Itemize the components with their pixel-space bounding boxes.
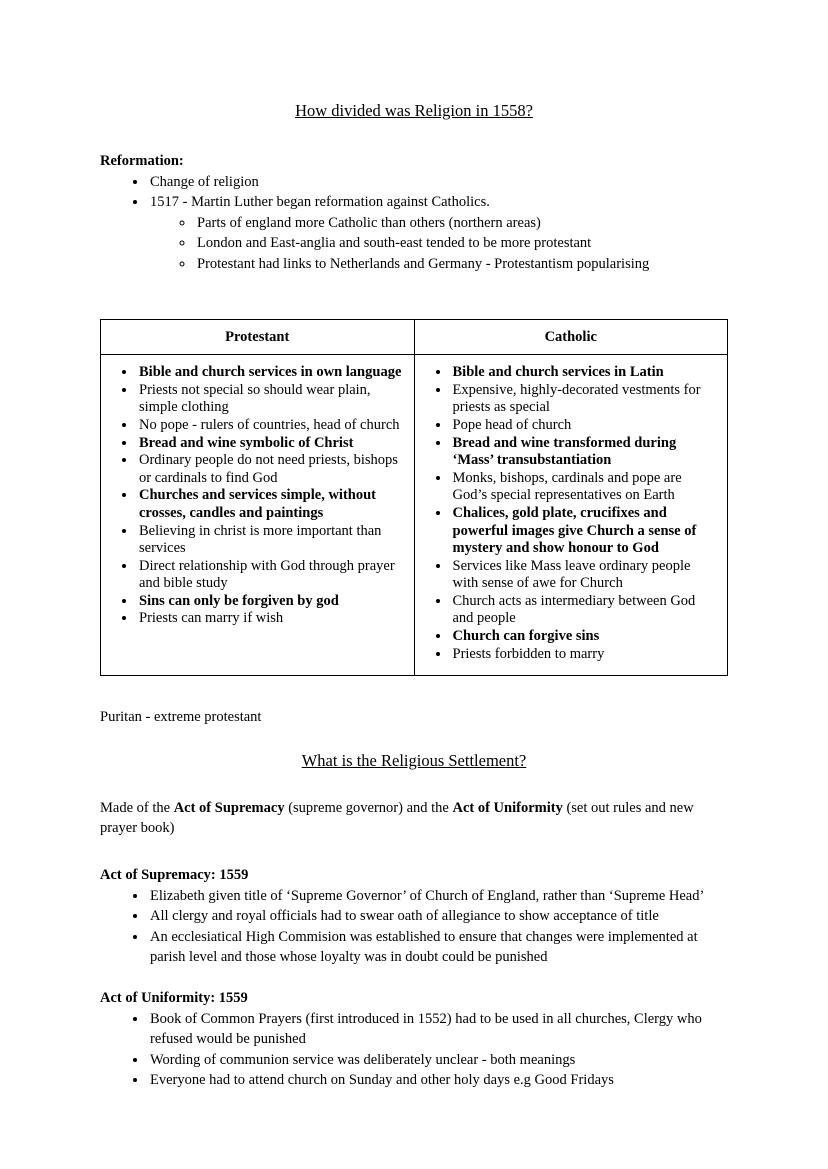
reformation-heading: Reformation:	[100, 153, 184, 169]
list-item: • Chalices, gold plate, crucifixes and powerful images give Church a sense of mystery and show honour to God	[451, 505, 720, 558]
list-item: ◦ Protestant had links to Netherlands and Germany - Protestantism popularising	[195, 254, 728, 275]
list-item: • Elizabeth given title of ‘Supreme Governor’ of Church of England, rather than ‘Supreme Head’	[148, 886, 728, 907]
list-item: • All clergy and royal officials had to swear oath of allegiance to show acceptance of title	[148, 906, 728, 927]
list-item: • Services like Mass leave ordinary people with sense of awe for Church	[451, 558, 720, 593]
list-item: • Book of Common Prayers (first introduced in 1552) had to be used in all churches, Clergy who refused would be punished	[148, 1009, 728, 1050]
supremacy-heading: Act of Supremacy: 1559	[100, 867, 249, 884]
page-title: How divided was Religion in 1558?	[295, 101, 533, 120]
list-item: • Everyone had to attend church on Sunday and other holy days e.g Good Fridays	[148, 1070, 728, 1091]
settlement-title: What is the Religious Settlement?	[301, 750, 527, 770]
list-item: • Pope head of church	[451, 417, 720, 435]
list-item: • Direct relationship with God through prayer and bible study	[137, 558, 406, 593]
intro-bold-segment: Act of Uniformity	[452, 799, 563, 816]
protestant-list	[107, 364, 406, 628]
list-item: • 1517 - Martin Luther began reformation against Catholics.	[148, 192, 728, 213]
column-header-catholic: Catholic	[414, 319, 728, 355]
list-item: • Ordinary people do not need priests, bishops or cardinals to find God	[137, 452, 406, 487]
protestant-cell	[101, 355, 415, 676]
intro-text-segment: Made of the	[100, 799, 174, 816]
list-item: • Change of religion	[148, 172, 728, 193]
table-body-row	[101, 355, 728, 676]
list-item: • Church acts as intermediary between God and people	[451, 593, 720, 628]
list-item: • No pope - rulers of countries, head of church	[137, 417, 406, 435]
uniformity-heading: Act of Uniformity: 1559	[100, 990, 248, 1006]
list-item: ◦ London and East-anglia and south-east tended to be more protestant	[195, 233, 728, 254]
list-item: • Expensive, highly-decorated vestments for priests as special	[451, 382, 720, 417]
list-item: • Bible and church services in Latin	[451, 364, 720, 382]
list-item: • Priests forbidden to marry	[451, 646, 720, 664]
list-item: • Sins can only be forgiven by god	[137, 593, 406, 611]
list-item: • Bible and church services in own language	[137, 364, 406, 382]
intro-bold-segment: Act of Supremacy	[173, 799, 285, 816]
list-item: • Churches and services simple, without crosses, candles and paintings	[137, 487, 406, 522]
list-item: • Priests not special so should wear plain, simple clothing	[137, 382, 406, 417]
list-item: • Church can forgive sins	[451, 628, 720, 646]
column-header-protestant: Protestant	[101, 319, 415, 355]
list-item: • Bread and wine transformed during ‘Mass’ transubstantiation	[451, 435, 720, 470]
puritan-note: Puritan - extreme protestant	[100, 709, 262, 726]
list-item: • Wording of communion service was deliberately unclear - both meanings	[148, 1050, 728, 1071]
list-item: • Bread and wine symbolic of Christ	[137, 435, 406, 453]
settlement-intro	[100, 798, 728, 839]
list-item: • Priests can marry if wish	[137, 610, 406, 628]
catholic-list	[421, 364, 720, 663]
list-item: ◦ Parts of england more Catholic than others (northern areas)	[195, 213, 728, 234]
reformation-list	[100, 172, 728, 275]
list-item: • Believing in christ is more important than services	[137, 523, 406, 558]
comparison-table	[100, 319, 728, 677]
list-item: • An ecclesiatical High Commision was established to ensure that changes were implemented at parish level and those whose loyalty was in doubt could be punished	[148, 927, 728, 968]
table-header-row	[101, 319, 728, 355]
uniformity-list	[100, 1009, 728, 1091]
catholic-cell	[414, 355, 728, 676]
intro-text-segment: (set out rules and new prayer book)	[100, 799, 694, 837]
list-item: • Monks, bishops, cardinals and pope are God’s special representatives on Earth	[451, 470, 720, 505]
supremacy-list	[100, 886, 728, 968]
intro-text-segment: (supreme governor) and the	[284, 799, 453, 816]
